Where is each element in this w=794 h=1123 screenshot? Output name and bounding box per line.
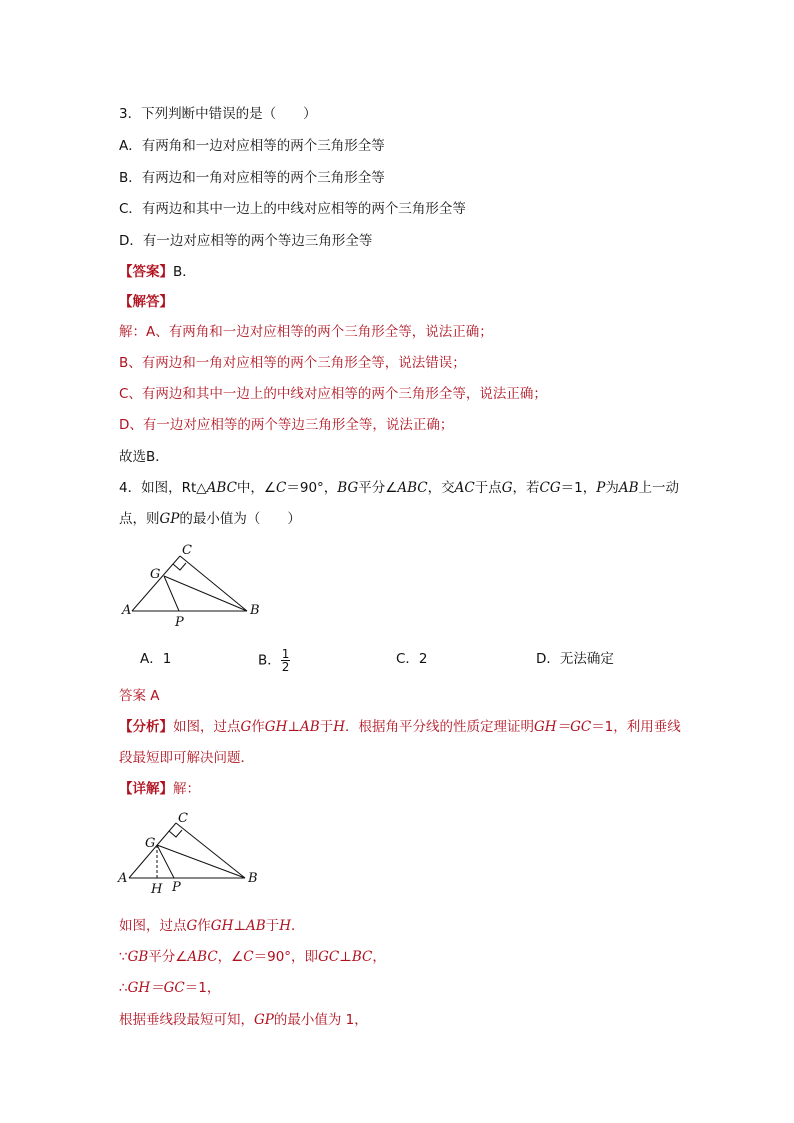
label-g: G: [150, 567, 161, 582]
q4-solution-line-1: 如图，过点G作GH⊥AB于H．: [119, 918, 305, 934]
segment-gb: [157, 845, 245, 878]
q3-solution-line-1: 解：A、有两角和一边对应相等的两个三角形全等，说法正确；: [119, 324, 493, 340]
triangle-figure-2: [115, 808, 265, 900]
label-p: P: [175, 615, 184, 630]
triangle-figure-1: [118, 538, 268, 630]
q4-solution-line-3: ∴GH＝GC＝1，: [119, 980, 221, 996]
q3-solution-line-4: D、有一边对应相等的两个等边三角形全等，说法正确；: [119, 417, 454, 433]
label-b: B: [250, 603, 260, 618]
q4-analysis-line-2: 段最短即可解决问题．: [119, 750, 254, 766]
label-p: P: [172, 880, 181, 895]
q4-option-c: C．2: [396, 651, 428, 667]
fraction-one-half: $\frac{1}{2}$: [281, 647, 290, 674]
label-h: H: [151, 882, 163, 897]
segment-cb: [176, 823, 245, 878]
q3-option-c: C．有两边和其中一边上的中线对应相等的两个三角形全等: [119, 201, 466, 217]
q4-answer: 答案 A: [119, 688, 160, 704]
segment-cb: [180, 556, 247, 611]
label-b: B: [248, 871, 258, 886]
q4-stem-line-2: 点，则GP的最小值为（ ）: [119, 511, 301, 527]
q4-option-d: D．无法确定: [536, 651, 614, 667]
q3-conclusion: 故选B．: [119, 449, 169, 465]
label-a: A: [118, 871, 128, 886]
q4-solution-line-2: ∵GB平分∠ABC，∠C＝90°，即GC⊥BC，: [119, 949, 386, 965]
right-angle-mark: [173, 563, 186, 570]
q4-option-b: B． $\frac{1}{2}$: [258, 647, 290, 674]
q3-solution-line-3: C、有两边和其中一边上的中线对应相等的两个三角形全等，说法正确；: [119, 386, 547, 402]
right-angle-mark: [169, 830, 182, 837]
answer-label: 【答案】: [119, 264, 173, 280]
q3-option-d: D．有一边对应相等的两个等边三角形全等: [119, 233, 373, 249]
q3-option-a: A．有两角和一边对应相等的两个三角形全等: [119, 138, 385, 154]
q4-analysis-line-1: 【分析】如图，过点G作GH⊥AB于H．根据角平分线的性质定理证明GH＝GC＝1，利用垂线: [119, 719, 681, 735]
q4-option-a: A．1: [140, 651, 172, 667]
answer-value: B．: [173, 264, 196, 280]
q4-detail: 【详解】解：: [119, 781, 200, 797]
label-c: C: [178, 811, 188, 826]
q3-option-b: B．有两边和一角对应相等的两个三角形全等: [119, 170, 385, 186]
q3-answer: [119, 263, 196, 281]
label-a: A: [122, 603, 132, 618]
label-c: C: [182, 543, 192, 558]
q4-stem-line-1: 4．如图，Rt△ABC中，∠C＝90°，BG平分∠ABC，交AC于点G，若CG＝1，P为AB上一动: [119, 480, 679, 496]
q4-solution-line-4: 根据垂线段最短可知，GP的最小值为 1，: [119, 1012, 368, 1028]
q3-solution-label: 【解答】: [119, 294, 173, 310]
q3-solution-line-2: B、有两边和一角对应相等的两个三角形全等，说法错误；: [119, 355, 466, 371]
q3-stem: 3．下列判断中错误的是（ ）: [119, 106, 317, 122]
label-g: G: [145, 836, 156, 851]
